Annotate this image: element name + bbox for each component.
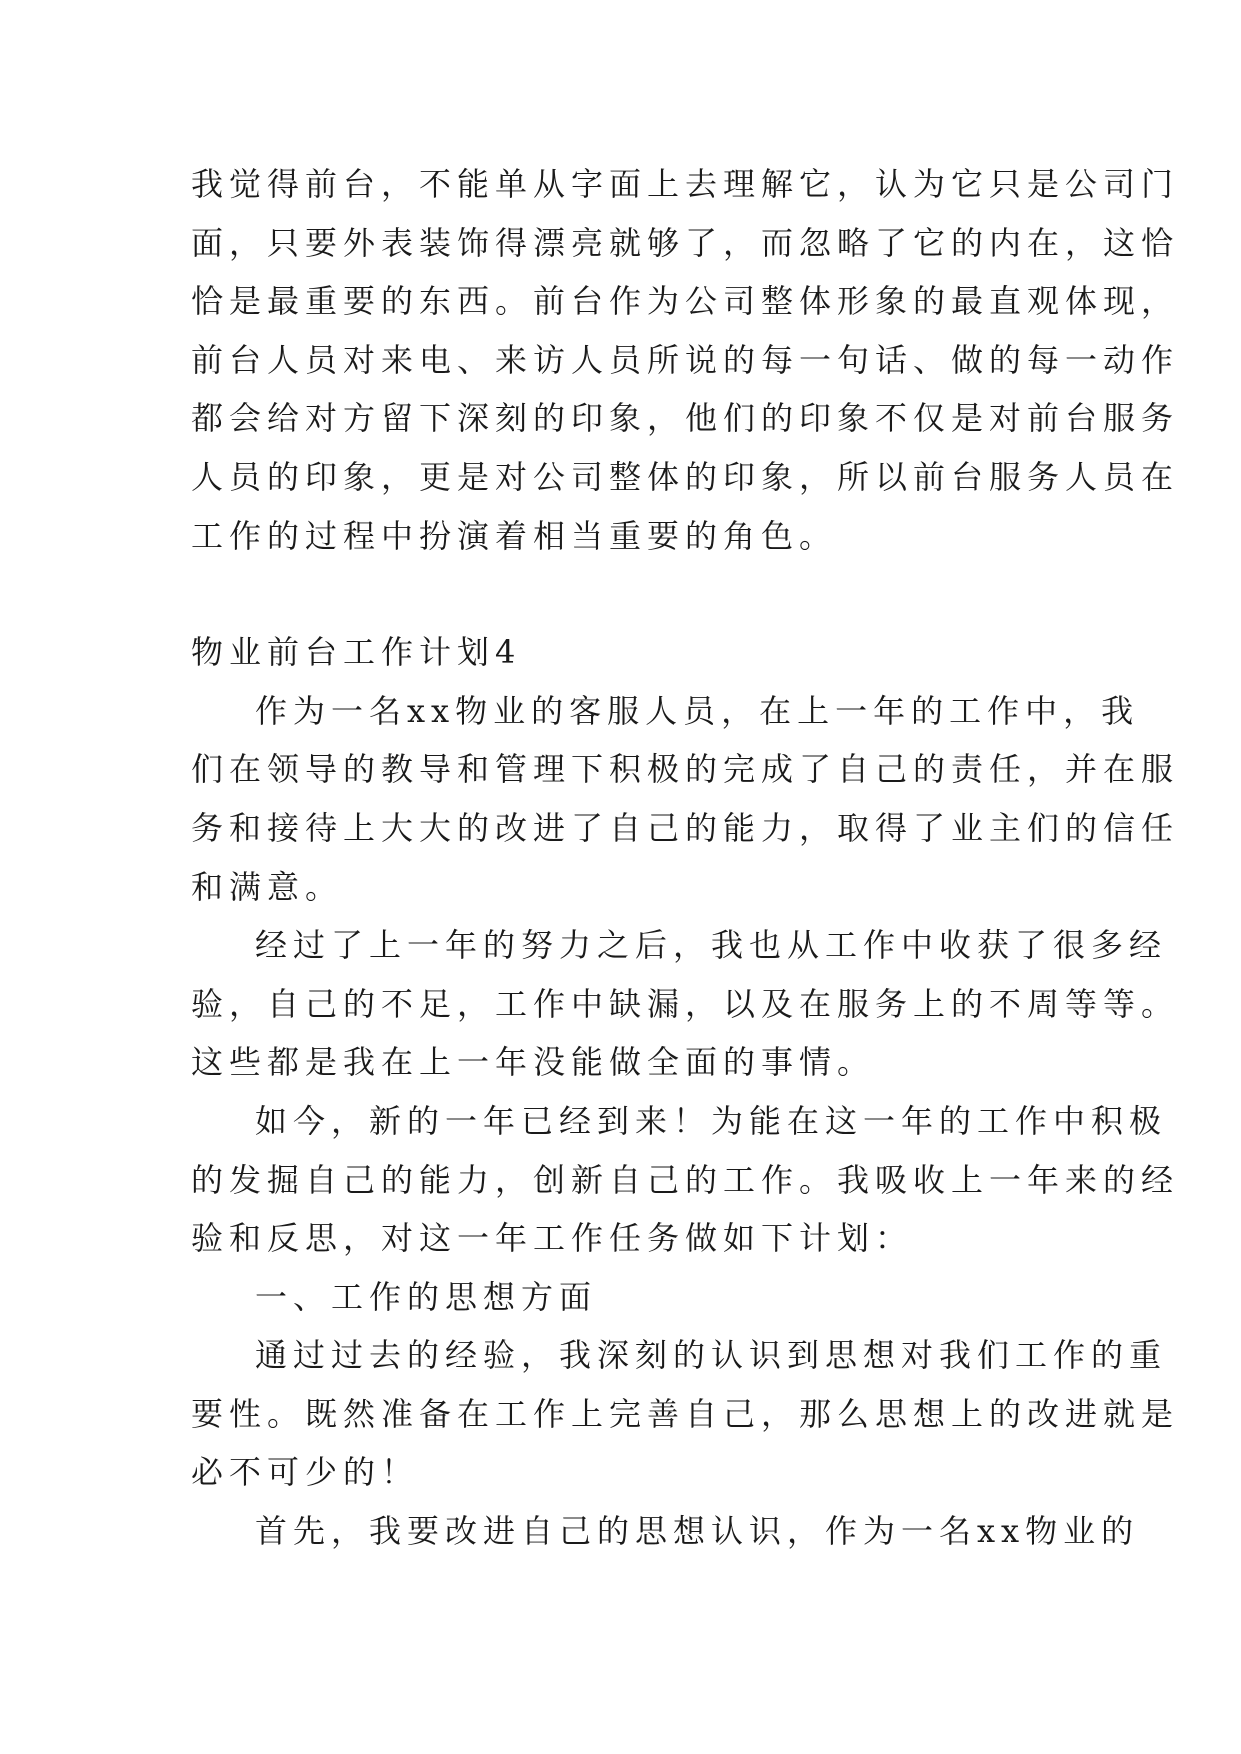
document-body <box>191 155 1180 1561</box>
paragraph <box>191 1326 1180 1502</box>
text-line: 工作的过程中扮演着相当重要的角色。 <box>191 516 838 555</box>
text-line: 验和反思，对这一年工作任务做如下计划： <box>191 1219 914 1258</box>
paragraph <box>191 1092 1180 1268</box>
text-line: 我觉得前台，不能单从字面上去理解它，认为它只是公司门 <box>191 165 1180 203</box>
text-line: 一、工作的思想方面 <box>255 1277 598 1316</box>
text-line: 都会给对方留下深刻的印象，他们的印象不仅是对前台服务 <box>191 399 1180 438</box>
text-line: 和满意。 <box>191 867 344 906</box>
text-line: 们在领导的教导和管理下积极的完成了自己的责任，并在服 <box>191 750 1180 789</box>
text-line: 的发掘自己的能力，创新自己的工作。我吸收上一年来的经 <box>191 1160 1180 1199</box>
text-line: 作为一名xx物业的客服人员，在上一年的工作中，我 <box>255 691 1140 730</box>
text-line: 前台人员对来电、来访人员所说的每一句话、做的每一动作 <box>191 340 1180 379</box>
text-line: 务和接待上大大的改进了自己的能力，取得了业主们的信任 <box>191 808 1180 847</box>
text-line: 通过过去的经验，我深刻的认识到思想对我们工作的重 <box>255 1336 1168 1375</box>
section-title: 物业前台工作计划4 <box>191 633 522 672</box>
text-line: 如今，新的一年已经到来！为能在这一年的工作中积极 <box>255 1101 1168 1140</box>
paragraph <box>191 1502 1140 1561</box>
text-line: 恰是最重要的东西。前台作为公司整体形象的最直观体现， <box>191 282 1180 321</box>
text-line: 人员的印象，更是对公司整体的印象，所以前台服务人员在 <box>191 457 1180 496</box>
text-line: 首先，我要改进自己的思想认识，作为一名xx物业的 <box>255 1512 1140 1551</box>
text-line: 必不可少的！ <box>191 1453 420 1492</box>
text-line: 这些都是我在上一年没能做全面的事情。 <box>191 1043 876 1082</box>
paragraph <box>191 682 1180 916</box>
subheading <box>191 1268 1071 1327</box>
text-line: 面，只要外表装饰得漂亮就够了，而忽略了它的内在，这恰 <box>191 223 1180 262</box>
text-line: 经过了上一年的努力之后，我也从工作中收获了很多经 <box>255 926 1168 965</box>
paragraph <box>191 916 1180 1092</box>
text-line: 要性。既然准备在工作上完善自己，那么思想上的改进就是 <box>191 1394 1180 1433</box>
paragraph-previous <box>191 155 1180 565</box>
text-line: 验，自己的不足，工作中缺漏，以及在服务上的不周等等。 <box>191 984 1180 1023</box>
